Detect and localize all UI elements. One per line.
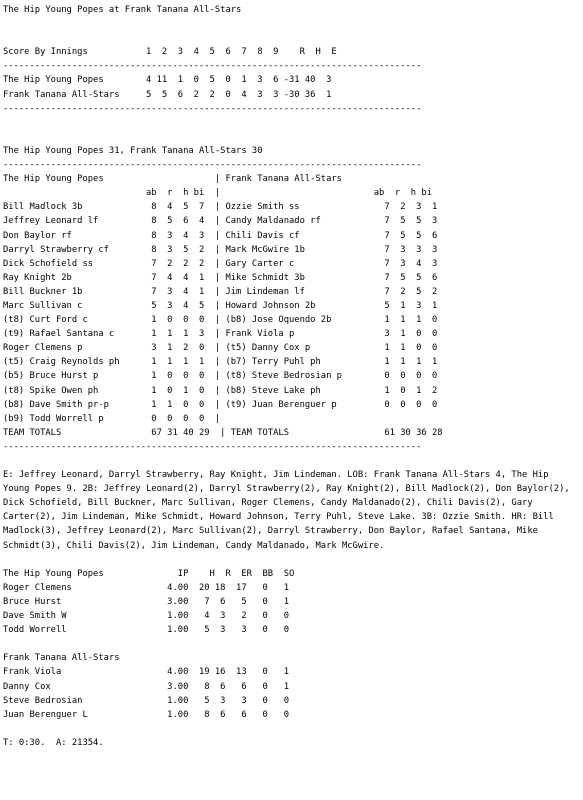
linescore-row-away: The Hip Young Popes 4 11 1 0 5 0 1 3 6 -31 40 3 [3, 75, 332, 86]
batter-row: (b8) Dave Smith pr-p 1 1 0 0 | (t9) Juan Berenguer p 0 0 0 0 [3, 399, 438, 410]
batter-row: (b5) Bruce Hurst p 1 0 0 0 | (t8) Steve Bedrosian p 0 0 0 0 [3, 371, 438, 382]
game-time-attendance: T: 0:30. A: 21354. [3, 737, 104, 748]
batter-row: Ray Knight 2b 7 4 4 1 | Mike Schmidt 3b 7 5 5 6 [3, 272, 438, 283]
pitcher-row: Frank Viola 4.00 19 16 13 0 1 [3, 667, 289, 678]
pitcher-row: Todd Worrell 1.00 5 3 3 0 0 [3, 625, 289, 636]
pitcher-row: Juan Berenguer L 1.00 8 6 6 0 0 [3, 709, 289, 720]
divider: ------------------------------------------------------------------------------- [3, 103, 422, 114]
divider: ------------------------------------------------------------------------------- [3, 160, 422, 171]
batter-row: Don Baylor rf 8 3 4 3 | Chili Davis cf 7 5 5 6 [3, 230, 438, 241]
batter-row: (t8) Spike Owen ph 1 0 1 0 | (b8) Steve Lake ph 1 0 1 2 [3, 385, 438, 396]
batter-row: Darryl Strawberry cf 8 3 5 2 | Mark McGwire 1b 7 3 3 3 [3, 244, 438, 255]
batter-row: (t5) Craig Reynolds ph 1 1 1 1 | (b7) Terry Puhl ph 1 1 1 1 [3, 357, 438, 368]
pitcher-row: Danny Cox 3.00 8 6 6 0 1 [3, 681, 289, 692]
score-by-innings-header: Score By Innings 1 2 3 4 5 6 7 8 9 R H E [3, 47, 337, 58]
pitcher-row: Steve Bedrosian 1.00 5 3 3 0 0 [3, 695, 289, 706]
box-column-header: ab r h bi | ab r h bi [3, 188, 432, 199]
batter-row: (b9) Todd Worrell p 0 0 0 0 | [3, 413, 221, 424]
linescore-row-home: Frank Tanana All-Stars 5 5 6 2 2 0 4 3 3 -30 36 1 [3, 89, 332, 100]
team-totals-row: TEAM TOTALS 67 31 40 29 | TEAM TOTALS 61 30 36 28 [3, 427, 443, 438]
box-team-header: The Hip Young Popes | Frank Tanana All-Stars [3, 174, 342, 185]
game-notes: E: Jeffrey Leonard, Darryl Strawberry, Ray Knight, Jim Lindeman. LOB: Frank Tanana All-Stars 4, The Hip Young Popes 9. 2B: Jeffrey Leonard(2), Darryl Strawberry(2), Ray Knight(2), Bill Madlock(2), Don Baylor(2), Dick Schofield, Bill Buckner, Marc Sullivan, Roger Clemens, Candy Maldanado(2), Chili Davis(2), Gary Carter(2), Jim Lindeman, Mike Schmidt, Howard Johnson, Terry Puhl, Steve Lake. 3B: Ozzie Smith. HR: Bill Madlock(3), Jeffrey Leonard(2), Marc Sullivan(2), Darryl Strawberry, Don Baylor, Rafael Santana, Mike Schmidt(3), Chili Davis(2), Jim Lindeman, Candy Maldanado, Mark McGwire. [3, 470, 570, 551]
batter-row: (t8) Curt Ford c 1 0 0 0 | (b8) Jose Oquendo 2b 1 1 1 0 [3, 315, 438, 326]
batter-row: Bill Buckner 1b 7 3 4 1 | Jim Lindeman lf 7 2 5 2 [3, 286, 438, 297]
pitching-header-home: Frank Tanana All-Stars [3, 653, 120, 664]
batter-row: Roger Clemens p 3 1 2 0 | (t5) Danny Cox p 1 1 0 0 [3, 343, 438, 354]
batter-row: Marc Sullivan c 5 3 4 5 | Howard Johnson 2b 5 1 3 1 [3, 300, 438, 311]
pitcher-row: Dave Smith W 1.00 4 3 2 0 0 [3, 611, 289, 622]
divider: ------------------------------------------------------------------------------- [3, 61, 422, 72]
pitching-header-away: The Hip Young Popes IP H R ER BB SO [3, 568, 295, 579]
batter-row: (t9) Rafael Santana c 1 1 1 3 | Frank Viola p 3 1 0 0 [3, 329, 438, 340]
divider: ------------------------------------------------------------------------------- [3, 441, 422, 452]
final-score-line: The Hip Young Popes 31, Frank Tanana All-Stars 30 [3, 145, 263, 156]
game-title: The Hip Young Popes at Frank Tanana All-Stars [3, 5, 242, 15]
batter-row: Jeffrey Leonard lf 8 5 6 4 | Candy Maldanado rf 7 5 5 3 [3, 216, 438, 227]
pitcher-row: Roger Clemens 4.00 20 18 17 0 1 [3, 582, 289, 593]
pitcher-row: Bruce Hurst 3.00 7 6 5 0 1 [3, 596, 289, 607]
batter-row: Dick Schofield ss 7 2 2 2 | Gary Carter c 7 3 4 3 [3, 258, 438, 269]
batter-row: Bill Madlock 3b 8 4 5 7 | Ozzie Smith ss 7 2 3 1 [3, 202, 438, 213]
